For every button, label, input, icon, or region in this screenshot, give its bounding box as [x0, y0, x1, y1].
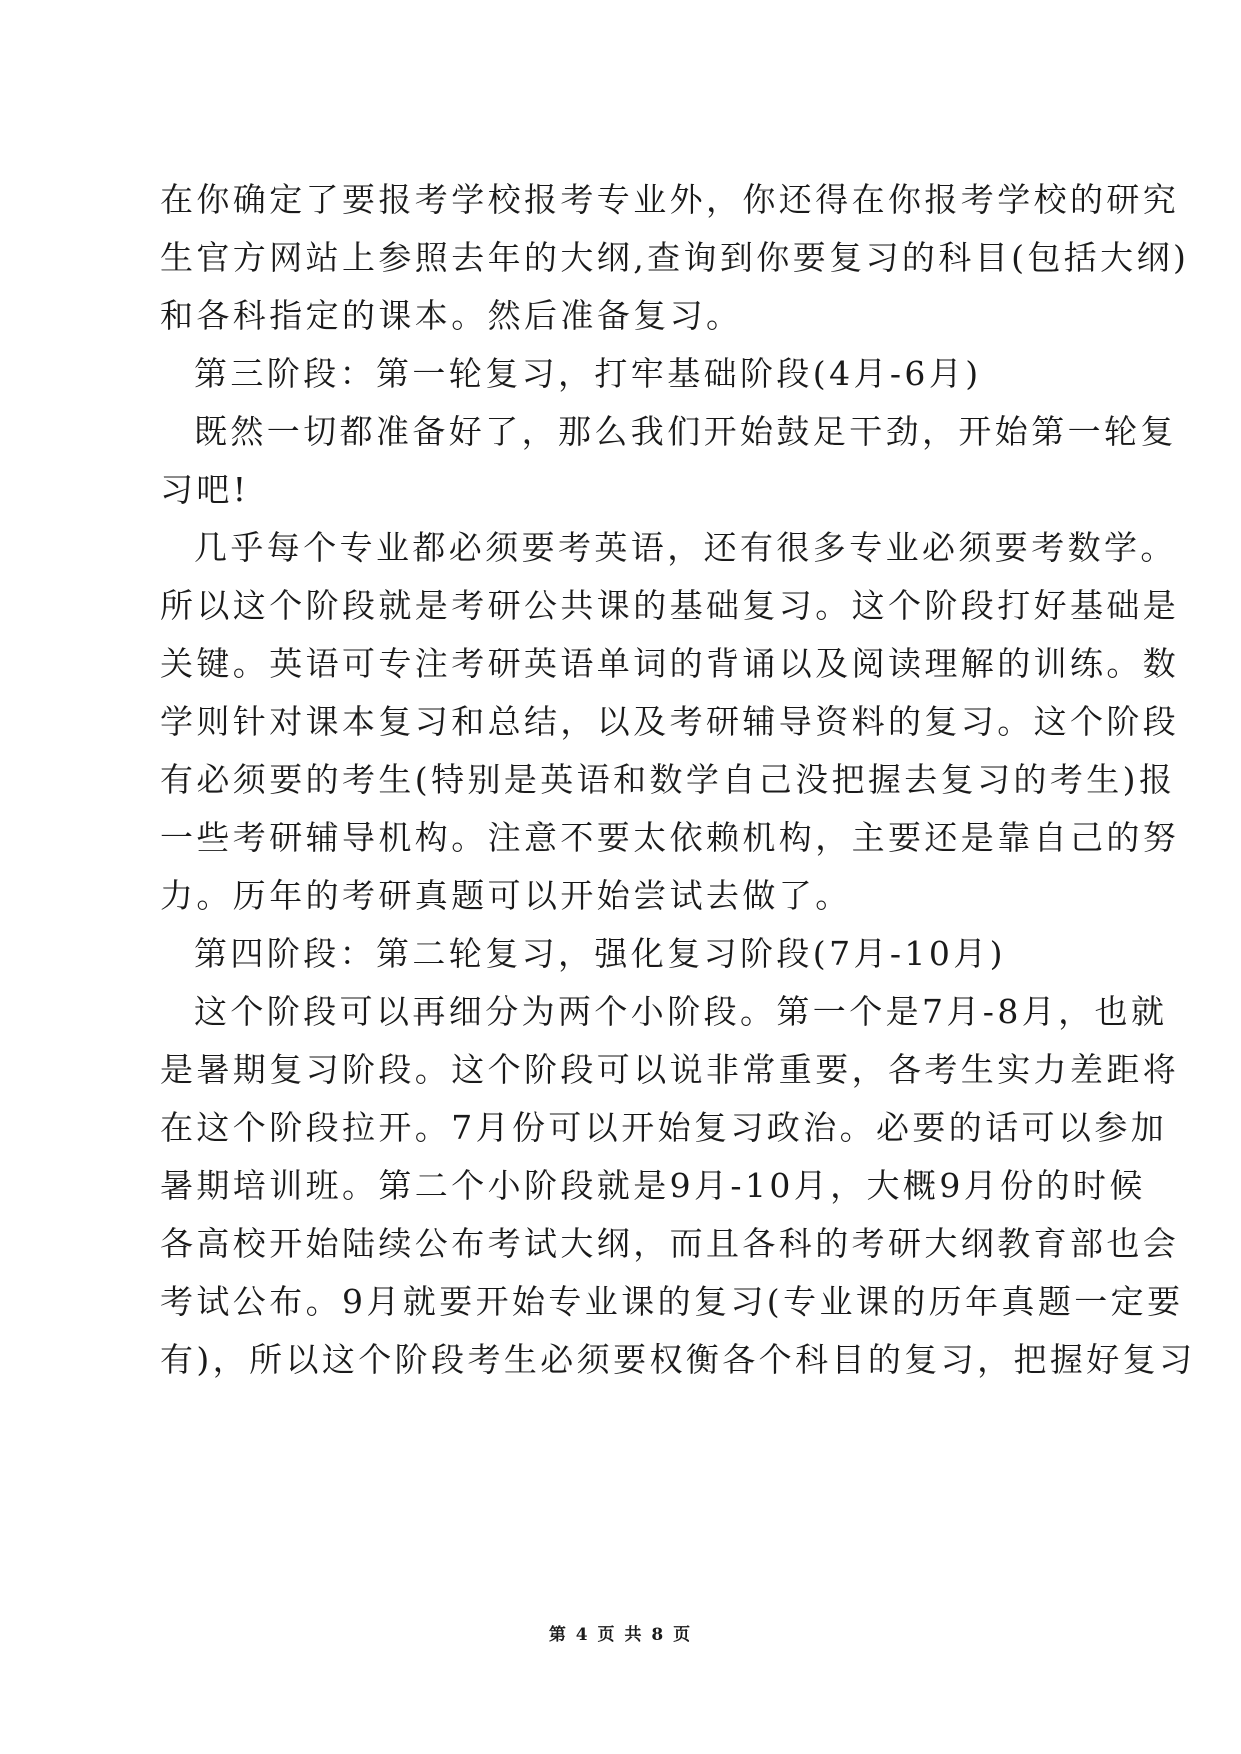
text-line: 有必须要的考生(特别是英语和数学自己没把握去复习的考生)报 [160, 760, 1176, 799]
text-line: 力。历年的考研真题可以开始尝试去做了。 [160, 876, 852, 915]
page-number-footer: 第 4 页 共 8 页 [548, 1625, 693, 1645]
text-line: 生官方网站上参照去年的大纲,查询到你要复习的科目(包括大纲) [160, 238, 1190, 277]
section-heading: 第三阶段：第一轮复习，打牢基础阶段(4月-6月) [194, 354, 982, 393]
section-heading: 第四阶段：第二轮复习，强化复习阶段(7月-10月) [194, 934, 1006, 973]
text-line: 各高校开始陆续公布考试大纲，而且各科的考研大纲教育部也会 [160, 1224, 1180, 1263]
text-line: 有)，所以这个阶段考生必须要权衡各个科目的复习，把握好复习 [160, 1340, 1196, 1379]
text-line: 学则针对课本复习和总结，以及考研辅导资料的复习。这个阶段 [160, 702, 1180, 741]
text-line: 这个阶段可以再细分为两个小阶段。第一个是7月-8月，也就 [194, 992, 1168, 1031]
text-line: 和各科指定的课本。然后准备复习。 [160, 296, 743, 335]
text-line: 习吧! [160, 470, 250, 509]
text-line: 暑期培训班。第二个小阶段就是9月-10月，大概9月份的时候 [160, 1166, 1146, 1205]
text-line: 在你确定了要报考学校报考专业外，你还得在你报考学校的研究 [160, 180, 1180, 219]
text-line: 几乎每个专业都必须要考英语，还有很多专业必须要考数学。 [194, 528, 1177, 567]
text-line: 在这个阶段拉开。7月份可以开始复习政治。必要的话可以参加 [160, 1108, 1168, 1147]
text-line: 所以这个阶段就是考研公共课的基础复习。这个阶段打好基础是 [160, 586, 1180, 625]
text-line: 一些考研辅导机构。注意不要太依赖机构，主要还是靠自己的努 [160, 818, 1180, 857]
text-line: 考试公布。9月就要开始专业课的复习(专业课的历年真题一定要 [160, 1282, 1184, 1321]
text-line: 既然一切都准备好了，那么我们开始鼓足干劲，开始第一轮复 [194, 412, 1177, 451]
text-line: 关键。英语可专注考研英语单词的背诵以及阅读理解的训练。数 [160, 644, 1180, 683]
text-line: 是暑期复习阶段。这个阶段可以说非常重要，各考生实力差距将 [160, 1050, 1180, 1089]
